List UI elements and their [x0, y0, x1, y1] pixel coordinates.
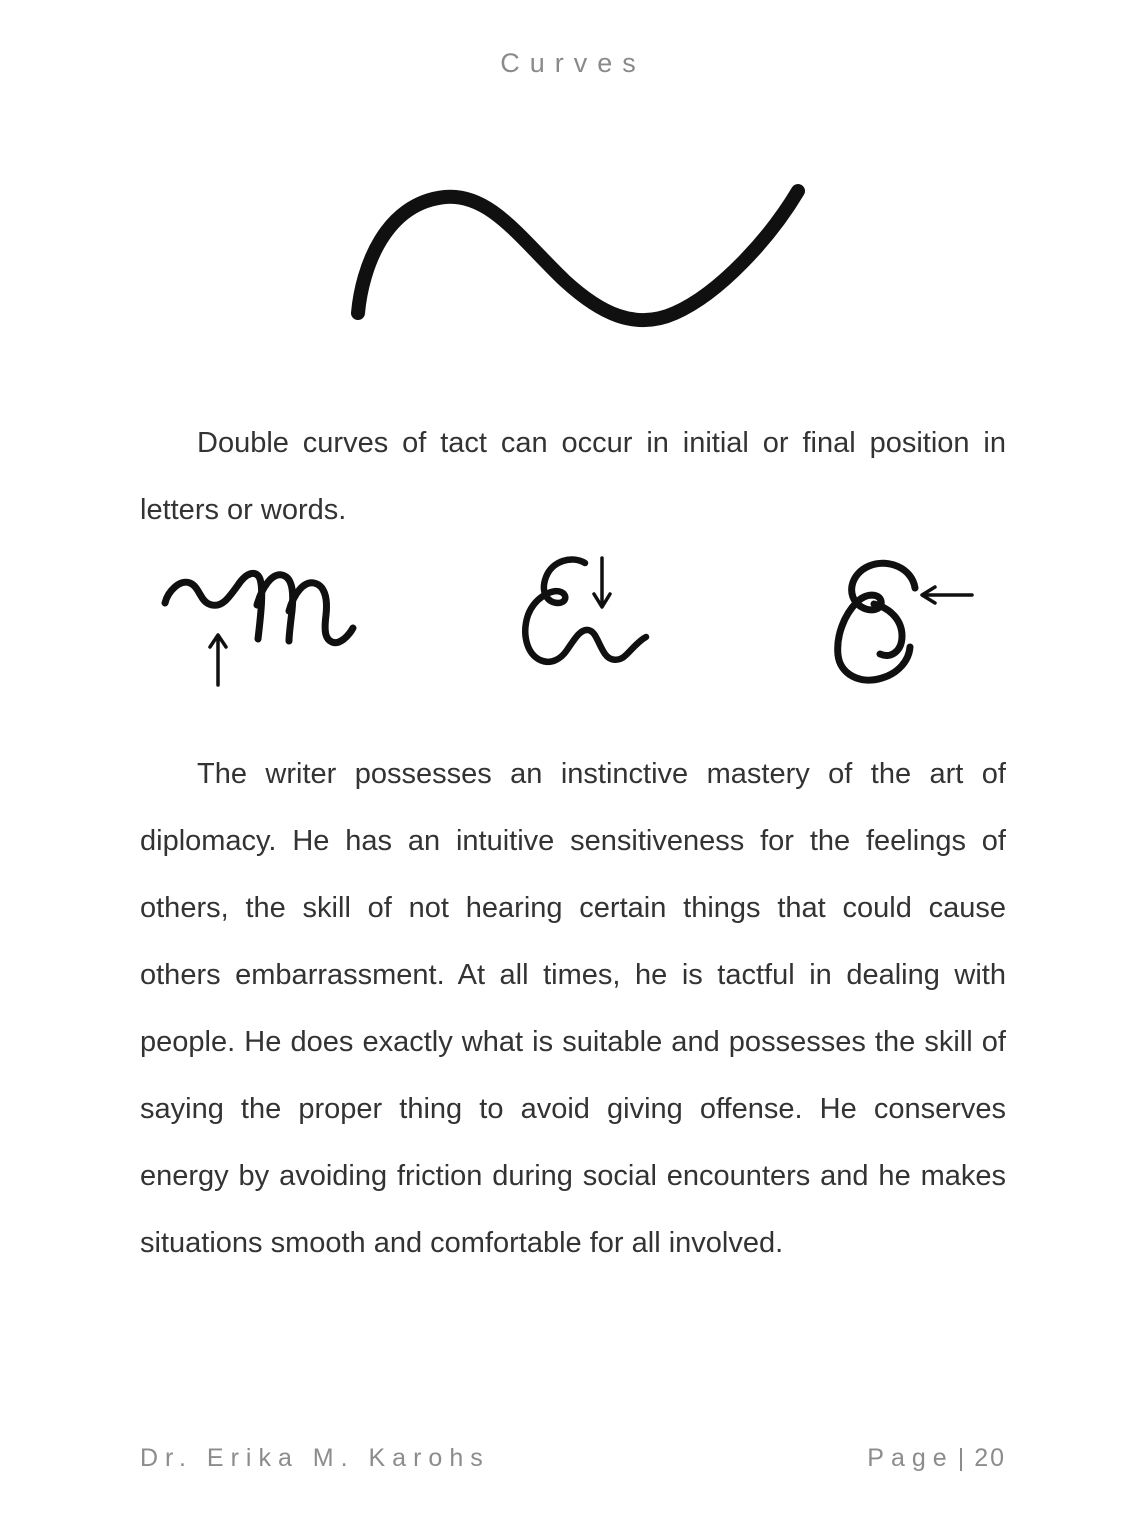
body-paragraph: The writer possesses an instinctive mastery of the art of diplomacy. He has an intuitive sensitiveness for the feelings of others, the skill of not hearing certain things that could cause others embarrassment. At all times, he is tactful in dealing with people. He does exactly what is suitable and possesses the skill of saying the proper thing to avoid giving offense. He conserves energy by avoiding friction during social encounters and he makes situations smooth and comfortable for all involved. [140, 758, 1006, 1259]
cursive-e-with-wavy-ending-icon [520, 555, 690, 670]
double-curve-illustration [350, 183, 810, 348]
double-curve-icon [350, 183, 810, 343]
page-footer [140, 1444, 1006, 1473]
example-final-position-1 [520, 555, 690, 670]
footer-page-separator: | [957, 1444, 965, 1472]
down-arrow-icon [594, 558, 610, 607]
example-final-position-2 [822, 552, 987, 687]
footer-author: Dr. Erika M. Karohs [140, 1444, 490, 1472]
page-title: Curves [500, 48, 646, 78]
cursive-double-loop-e-icon [822, 552, 987, 687]
handwriting-examples-row [0, 540, 1146, 705]
up-arrow-icon [210, 635, 226, 685]
intro-paragraph: Double curves of tact can occur in initial or final position in letters or words. [140, 427, 1006, 526]
example-initial-position [160, 565, 370, 690]
footer-page-indicator [867, 1444, 1006, 1473]
footer-page-label: Page [867, 1444, 954, 1472]
footer-page-number: 20 [974, 1444, 1006, 1472]
cursive-m-with-wavy-lead-in-icon [160, 565, 370, 690]
left-arrow-icon [922, 587, 972, 603]
